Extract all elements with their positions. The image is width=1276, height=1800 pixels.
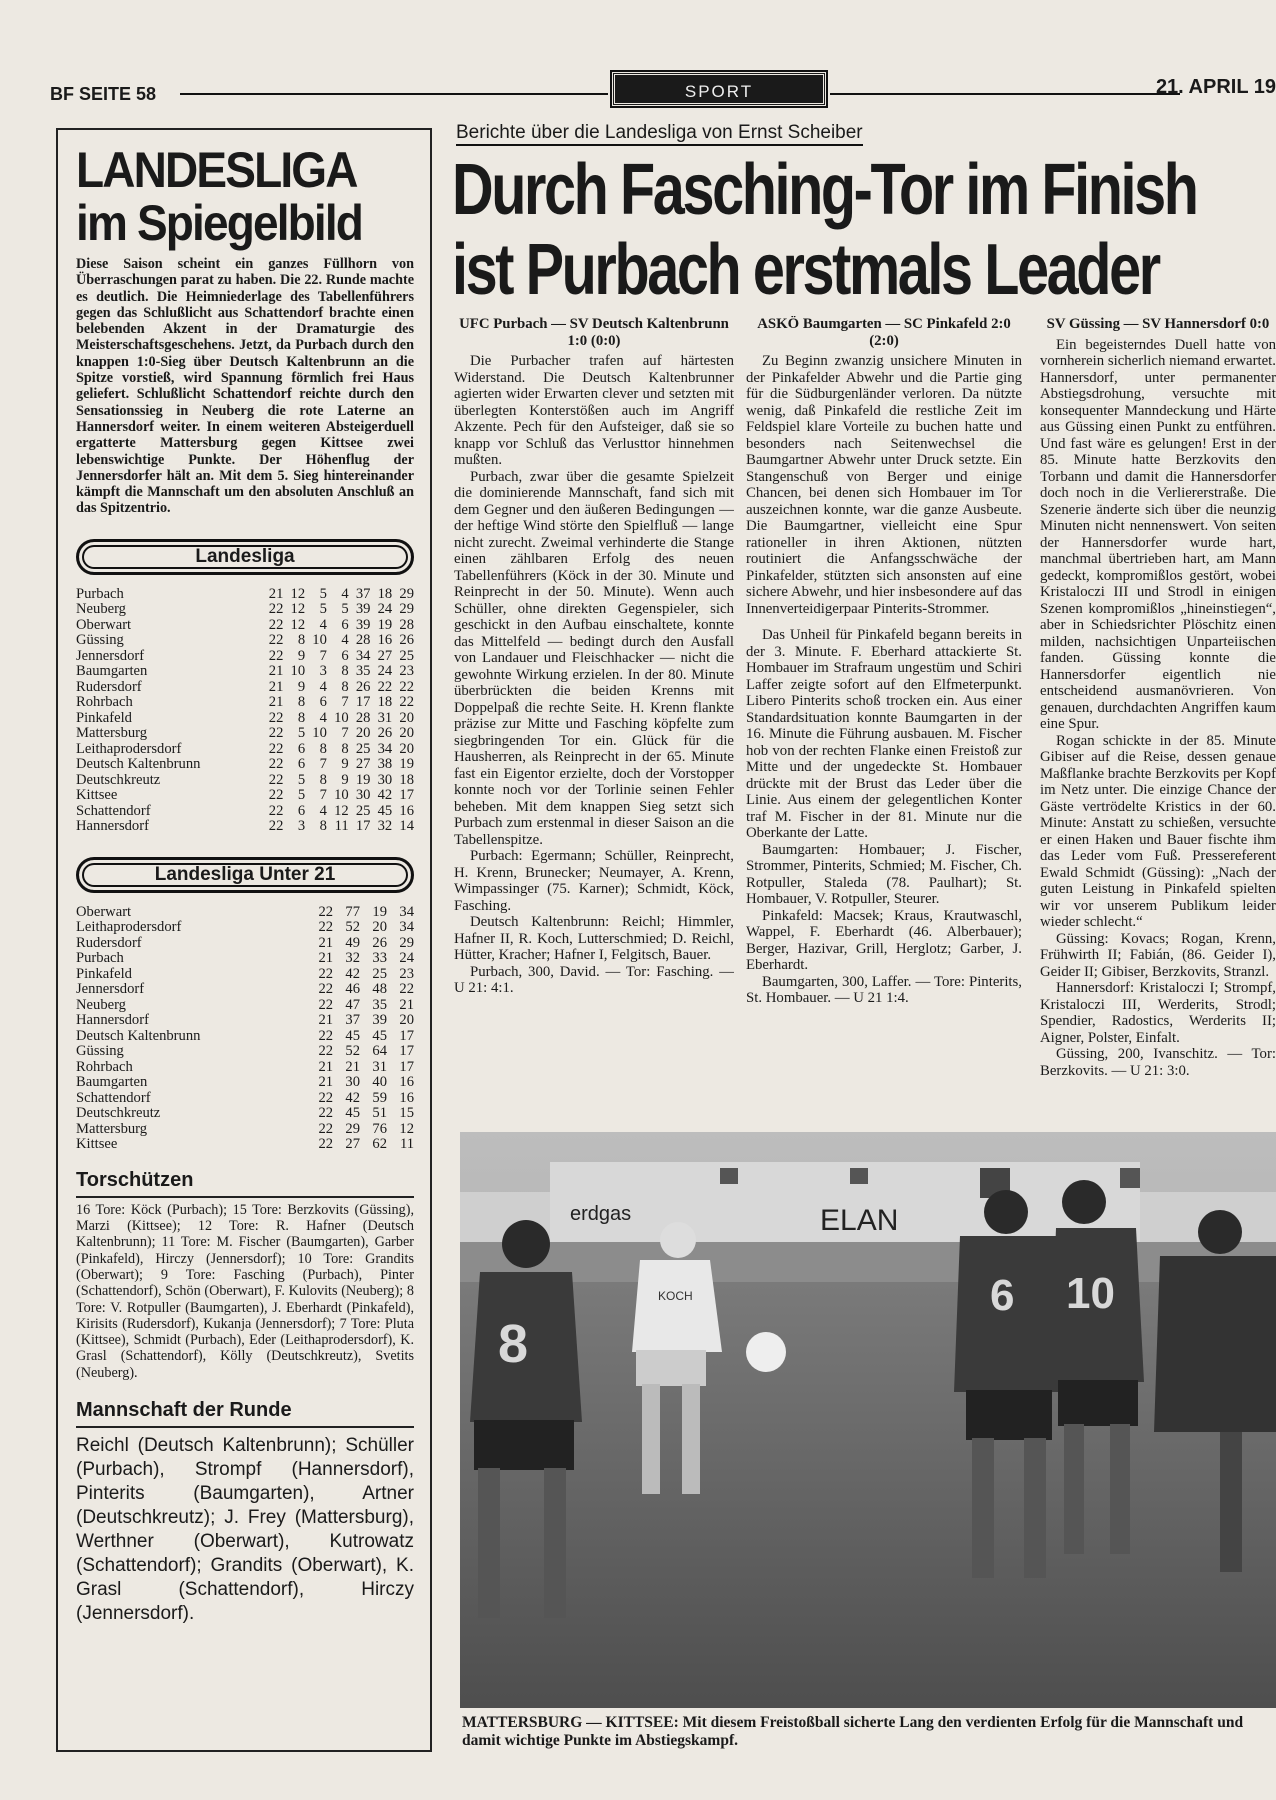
stat-cell: 42 — [345, 965, 361, 982]
stat-cell: 4 — [341, 585, 349, 602]
stat-cell: 5 — [341, 601, 349, 618]
stat-cell: 39 — [372, 1012, 387, 1029]
team-name: Mattersburg — [76, 1120, 148, 1137]
match-facts: Purbach, 300, David. — Tor: Fasching. — U 21: 4:1. — [454, 963, 734, 996]
stat-cell: 6 — [297, 756, 306, 773]
team-name: Oberwart — [76, 903, 132, 920]
table-row — [76, 1106, 414, 1122]
team-name: Güssing — [76, 1043, 124, 1060]
stat-cell: 45 — [372, 1027, 387, 1044]
stat-cell: 5 — [297, 725, 306, 742]
stat-cell: 12 — [290, 585, 306, 602]
stat-cell: 7 — [319, 756, 327, 773]
stat-cell: 22 — [268, 787, 284, 804]
team-name: Baumgarten — [76, 1074, 148, 1091]
team-name: Güssing — [76, 632, 124, 649]
lineup: Pinkafeld: Macsek; Kraus, Krautwaschl, Wappel, F. Eberhardt (46. Alberbauer); Berger, Hazivar, Grill, Herglotz; Garber, J. Eberhardt. — [746, 907, 1022, 973]
stat-cell: 32 — [345, 950, 361, 967]
team-name: Jennersdorf — [76, 981, 145, 998]
team-name: Rohrbach — [76, 694, 133, 711]
stat-cell: 48 — [372, 981, 387, 998]
team-name: Purbach — [76, 950, 124, 967]
stat-cell: 34 — [399, 919, 414, 936]
stat-cell: 12 — [334, 802, 349, 819]
stat-cell: 8 — [297, 694, 306, 711]
stat-cell: 22 — [318, 981, 334, 998]
stat-cell: 17 — [399, 1058, 414, 1075]
stat-cell: 21 — [268, 663, 284, 680]
stat-cell: 20 — [399, 709, 414, 726]
stat-cell: 8 — [319, 740, 327, 757]
stat-cell: 22 — [268, 647, 284, 664]
stat-cell: 29 — [399, 585, 414, 602]
shirt-sponsor: KOCH — [658, 1289, 693, 1303]
stat-cell: 9 — [341, 756, 349, 773]
stat-cell: 42 — [345, 1089, 361, 1106]
stat-cell: 52 — [345, 1043, 361, 1060]
stat-cell: 9 — [341, 771, 349, 788]
stat-cell: 22 — [318, 1089, 334, 1106]
stat-cell: 12 — [290, 601, 306, 618]
stat-cell: 17 — [399, 1027, 414, 1044]
stat-cell: 6 — [297, 802, 306, 819]
stat-cell: 21 — [399, 996, 414, 1013]
team-of-round-title: Mannschaft der Runde — [76, 1399, 292, 1422]
stat-cell: 4 — [319, 678, 327, 695]
stat-cell: 30 — [355, 787, 371, 804]
table-row — [76, 695, 414, 711]
stat-cell: 5 — [319, 601, 327, 618]
stat-cell: 34 — [355, 647, 371, 664]
stat-cell: 3 — [297, 818, 306, 835]
team-name: Deutschkreutz — [76, 771, 161, 788]
stat-cell: 20 — [399, 740, 414, 757]
stat-cell: 8 — [319, 818, 327, 835]
stat-cell: 24 — [377, 663, 393, 680]
stat-cell: 22 — [318, 1027, 334, 1044]
stat-cell: 24 — [399, 950, 414, 967]
lineup: Güssing: Kovacs; Rogan, Krenn, Frühwirth II; Fabián, (86. Geider I), Geider II; Gibiser, Berzkovits, Stranzl. — [1040, 930, 1276, 980]
stat-cell: 27 — [345, 1136, 361, 1153]
stat-cell: 22 — [268, 756, 284, 773]
stat-cell: 64 — [372, 1043, 387, 1060]
page-header — [50, 70, 1276, 104]
stat-cell: 45 — [377, 802, 393, 819]
table-row — [76, 618, 414, 634]
stat-cell: 62 — [372, 1136, 387, 1153]
team-name: Baumgarten — [76, 663, 148, 680]
ad-sign-elan: ELAN — [820, 1204, 899, 1237]
stat-cell: 6 — [341, 616, 349, 633]
team-name: Schattendorf — [76, 1089, 151, 1106]
paragraph: Die Purbacher trafen auf härtesten Widerstand. Die Deutsch Kaltenbrunner agierten wider Erwarten clever und setzten mit überlegten Konterstößen auch im Angriff Akzente. Pech für den Aufsteiger, daß sie so knapp vor Schluß das Verlusttor hinnehmen mußten. — [454, 353, 734, 468]
stat-cell: 10 — [334, 709, 349, 726]
stat-cell: 49 — [345, 934, 361, 951]
team-name: Rudersdorf — [76, 678, 142, 695]
team-name: Hannersdorf — [76, 1012, 149, 1029]
stat-cell: 22 — [268, 601, 284, 618]
table-row — [76, 587, 414, 603]
table-row — [76, 1029, 414, 1045]
match-photo — [460, 1132, 1276, 1708]
stat-cell: 22 — [399, 678, 414, 695]
paragraph: Das Unheil für Pinkafeld begann bereits in der 3. Minute. F. Eberhard attackierte St. Hombauer im Strafraum ungestüm und Schiri Laffer zeigte sofort auf den Elfmeterpunkt. Libero Pinterits schoß trocken ein. Aus einer Standardsituation konnte Baumgarten in der 16. Minute die Führung ausbauen. M. Fischer hob von der rechten Flanke einen Freistoß zur Mitte und der ungedeckte St. Hombauer drückte mit der Brust das Leder über die Linie. Aus einem der gelegentlichen Konter traf M. Fischer in der 81. Minute nur die Oberkante der Latte. — [746, 627, 1022, 841]
stat-cell: 21 — [318, 950, 334, 967]
table-row — [76, 1091, 414, 1107]
article-headline — [452, 150, 1276, 310]
ad-sign-erdgas: erdgas — [570, 1203, 632, 1225]
table-row — [76, 819, 414, 835]
team-name: Neuberg — [76, 996, 126, 1013]
table-row — [76, 633, 414, 649]
table-row — [76, 773, 414, 789]
lineup: Purbach: Egermann; Schüller, Reinprecht, H. Krenn, Brunecker; Neumayer, A. Krenn, Wimpassinger (75. Karner); Schmidt, Köck, Fasching. — [454, 848, 734, 914]
photo-caption: MATTERSBURG — KITTSEE: Mit diesem Freistoßball sicherte Lang den verdienten Erfolg für die Mannschaft und damit wichtige Punkte im Abstiegskampf. — [462, 1714, 1244, 1749]
article-kicker: Berichte über die Landesliga von Ernst Scheiber — [456, 122, 863, 146]
stat-cell: 22 — [318, 996, 334, 1013]
stat-cell: 45 — [345, 1105, 361, 1122]
stat-cell: 39 — [355, 601, 371, 618]
stat-cell: 31 — [372, 1058, 387, 1075]
stat-cell: 28 — [399, 616, 414, 633]
stat-cell: 8 — [341, 740, 349, 757]
table-row — [76, 1013, 414, 1029]
stat-cell: 18 — [377, 694, 393, 711]
stat-cell: 29 — [399, 934, 414, 951]
stat-cell: 19 — [355, 771, 371, 788]
stat-cell: 35 — [355, 663, 371, 680]
stat-cell: 5 — [297, 787, 306, 804]
stat-cell: 59 — [372, 1089, 387, 1106]
stat-cell: 40 — [372, 1074, 387, 1091]
stat-cell: 21 — [318, 1058, 334, 1075]
lineup: Deutsch Kaltenbrunn: Reichl; Himmler, Hafner II, R. Koch, Lutterschmied; D. Reichl, Hütter, Kracher; Hafner I, Felgitsch, Bauer. — [454, 914, 734, 963]
team-name: Rohrbach — [76, 1058, 133, 1075]
team-name: Rudersdorf — [76, 934, 142, 951]
table-row — [76, 967, 414, 983]
stat-cell: 5 — [297, 771, 306, 788]
stat-cell: 21 — [318, 1074, 334, 1091]
team-name: Pinkafeld — [76, 965, 132, 982]
stat-cell: 20 — [399, 725, 414, 742]
stat-cell: 4 — [319, 616, 327, 633]
table-row — [76, 649, 414, 665]
stat-cell: 27 — [377, 647, 393, 664]
stat-cell: 22 — [268, 632, 284, 649]
team-name: Purbach — [76, 585, 124, 602]
stat-cell: 8 — [319, 771, 327, 788]
stat-cell: 35 — [372, 996, 387, 1013]
team-name: Mattersburg — [76, 725, 148, 742]
team-name: Jennersdorf — [76, 647, 145, 664]
shirt-number: 8 — [498, 1314, 529, 1374]
team-name: Deutschkreutz — [76, 1105, 161, 1122]
stat-cell: 8 — [297, 709, 306, 726]
stat-cell: 46 — [345, 981, 361, 998]
table-row — [76, 951, 414, 967]
stat-cell: 10 — [334, 787, 349, 804]
section-label: SPORT — [612, 72, 826, 106]
paragraph: Ein begeisterndes Duell hatte von vornherein sicherlich niemand erwartet. Hannersdorf, unter permanenter Abstiegsdrohung, versuchte mit konsequenter Manndeckung und Härte aus Güssing einen Punkt zu entführen. Und fast wäre es gelungen! Erst in der 85. Minute hatte Berzkovits den Torbann und damit die Hannersdorfer doch noch in die Verliererstraße. Die Szenerie änderte sich über die neunzig Minuten nicht nennenswert. Von seiten der Hannersdorfer wurde hart, manchmal übertrieben hart, am Mann gedeckt, kompromißlos gestört, wobei Kristaloczi III und Strodl in einigen Szenen kompromißlos „hineinstiegen“, aber in Schiedsrichter Plöschitz einen milden, nachsichtigen Unparteiischen fanden. Güssing konnte die Hannersdorfer eigentlich nie entscheidend ausmanövrieren. Von genauen, durchdachten Angriffen kaum eine Spur. — [1040, 336, 1276, 732]
shirt-number: 10 — [1066, 1269, 1115, 1318]
scorers-text: 16 Tore: Köck (Purbach); 15 Tore: Berzkovits (Güssing), Marzi (Kittsee); 12 Tore: R. Hafner (Deutsch Kaltenbrunn); 11 Tore: M. Fischer (Baumgarten), Garber (Pinkafeld), Hirczy (Jennersdorf); 10 Tore: Grandits (Oberwart); 9 Tore: Fasching (Purbach), Pinter (Schattendorf), Schön (Oberwart), F. Kulovits (Neuberg); 8 Tore: V. Rotpuller (Baumgarten), J. Eberhardt (Pinkafeld), Kirisits (Rudersdorf), Kukanja (Jennersdorf); 7 Tore: Pluta (Kittsee), Schmidt (Purbach), Eder (Leithaprodersdorf), K. Grasl (Schattendorf), Kölly (Deutschkreutz), Svetits (Neuberg). — [76, 1196, 414, 1381]
team-name: Hannersdorf — [76, 818, 149, 835]
stat-cell: 22 — [318, 1105, 334, 1122]
table-title-landesliga: Landesliga — [76, 539, 414, 575]
table-row — [76, 1075, 414, 1091]
sidebar-subtitle: im Spiegelbild — [76, 195, 363, 251]
table-row — [76, 1060, 414, 1076]
table-row — [76, 726, 414, 742]
report-column-1 — [454, 316, 734, 1108]
stat-cell: 14 — [399, 818, 414, 835]
stat-cell: 25 — [372, 965, 387, 982]
stat-cell: 25 — [355, 740, 371, 757]
stat-cell: 29 — [345, 1120, 361, 1137]
page-number: BF SEITE 58 — [50, 84, 157, 104]
stat-cell: 7 — [319, 647, 327, 664]
stat-cell: 34 — [399, 903, 414, 920]
stat-cell: 26 — [355, 678, 371, 695]
stat-cell: 22 — [268, 709, 284, 726]
stat-cell: 18 — [377, 585, 393, 602]
stat-cell: 19 — [399, 756, 414, 773]
team-name: Kittsee — [76, 1136, 118, 1153]
headline-line-2: ist Purbach erstmals Leader — [452, 230, 1159, 310]
match-facts: Baumgarten, 300, Laffer. — Tore: Pinterits, St. Hombauer. — U 21 1:4. — [746, 973, 1022, 1006]
stat-cell: 45 — [345, 1027, 361, 1044]
table-title-u21: Landesliga Unter 21 — [76, 857, 414, 893]
table-row — [76, 742, 414, 758]
paragraph: Rogan schickte in der 85. Minute Gibiser auf die Reise, dessen genaue Maßflanke brachte Berzkovits per Kopf im Netz unter. Die einzige Chance der Gäste vertrödelte Kristics in der 60. Minute: Anstatt zu schießen, versuchte er einen Haken und Bauer fischte ihm das Leder vom Fuß. Pressereferent Ewald Schmidt (Güssing): „Nach der guten Leistung in Pinkafeld spielten wir vor unserem Publikum leider wieder schlecht.“ — [1040, 732, 1276, 930]
stat-cell: 26 — [372, 934, 387, 951]
team-name: Leithaprodersdorf — [76, 919, 182, 936]
stat-cell: 9 — [297, 647, 306, 664]
stat-cell: 27 — [355, 756, 371, 773]
stat-cell: 51 — [372, 1105, 387, 1122]
stat-cell: 10 — [312, 632, 327, 649]
scorers-title: Torschützen — [76, 1168, 194, 1191]
stat-cell: 25 — [355, 802, 371, 819]
stat-cell: 22 — [268, 725, 284, 742]
stat-cell: 17 — [355, 694, 371, 711]
stat-cell: 42 — [377, 787, 393, 804]
header-rule-right — [830, 93, 1180, 95]
table-row — [76, 664, 414, 680]
stat-cell: 12 — [290, 616, 306, 633]
table-row — [76, 788, 414, 804]
stat-cell: 28 — [355, 632, 371, 649]
stat-cell: 47 — [345, 996, 361, 1013]
stat-cell: 22 — [268, 616, 284, 633]
stat-cell: 28 — [355, 709, 371, 726]
table-row — [76, 1137, 414, 1153]
stat-cell: 22 — [268, 802, 284, 819]
table-row — [76, 1044, 414, 1060]
stat-cell: 39 — [355, 616, 371, 633]
stat-cell: 77 — [345, 903, 361, 920]
stat-cell: 30 — [377, 771, 393, 788]
shirt-number: 6 — [990, 1271, 1015, 1320]
u21-standings-table — [76, 905, 414, 1153]
stat-cell: 3 — [319, 663, 327, 680]
paragraph: Purbach, zwar über die gesamte Spielzeit die dominierende Mannschaft, fand sich mit dem Gegner und den äußeren Bedingungen — der heftige Wind störte den Spielfluß — lange nicht zurecht. Zweimal verhinderte die Stange einen zählbaren Erfolg des neuen Tabellenführers (Köck in der 30. Minute und Reinprecht in der 50. Minute). Wenn auch Schüller, ohne direkten Gegenspieler, sich geschickt in den Aufbau einschaltete, konnte das Mittelfeld — bedingt durch den Ausfall von Landauer und Fleischhacker — nicht die gewohnte Wirkung erzielen. In der 80. Minute überbrückten die beiden Krenns mit Doppelpaß die rechte Seite. H. Krenn flankte präzise zur Mitte und Fasching köpfelte zum siegbringenden Tor ein. Glück für die Hausherren, als Reinprecht in der 65. Minute fast ein Eigentor erzielte, doch der Vorstopper konnte noch vor der Torlinie seinen Fehler beheben. Mit dem knappen Sieg setzt sich Purbach zum erstenmal in dieser Saison an die Tabellenspitze. — [454, 468, 734, 848]
stat-cell: 33 — [372, 950, 387, 967]
stat-cell: 19 — [377, 616, 393, 633]
table-row — [76, 757, 414, 773]
stat-cell: 22 — [318, 1043, 334, 1060]
team-name: Neuberg — [76, 601, 126, 618]
stat-cell: 22 — [268, 818, 284, 835]
stat-cell: 24 — [377, 601, 393, 618]
sidebar-title: LANDESLIGA — [76, 142, 357, 198]
match-heading: ASKÖ Baumgarten — SC Pinkafeld 2:0 (2:0) — [757, 316, 1011, 349]
stat-cell: 21 — [268, 678, 284, 695]
team-name: Deutsch Kaltenbrunn — [76, 756, 201, 773]
stat-cell: 4 — [341, 632, 349, 649]
team-name: Leithaprodersdorf — [76, 740, 182, 757]
stat-cell: 8 — [297, 632, 306, 649]
stat-cell: 5 — [319, 585, 327, 602]
table-row — [76, 1122, 414, 1138]
standings-table — [76, 587, 414, 835]
stat-cell: 25 — [399, 647, 414, 664]
stat-cell: 6 — [297, 740, 306, 757]
table-row — [76, 936, 414, 952]
stat-cell: 16 — [399, 802, 414, 819]
team-name: Schattendorf — [76, 802, 151, 819]
stat-cell: 9 — [297, 678, 306, 695]
stat-cell: 30 — [345, 1074, 361, 1091]
stat-cell: 22 — [318, 965, 334, 982]
stat-cell: 23 — [399, 663, 414, 680]
stat-cell: 8 — [341, 663, 349, 680]
stat-cell: 16 — [399, 1074, 414, 1091]
headline-line-1: Durch Fasching-Tor im Finish — [452, 150, 1197, 230]
lineup: Hannersdorf: Kristaloczi I; Strompf, Kristaloczi III, Werderits, Strodl; Spendier, Radostics, Werderits II; Aigner, Polster, Einfalt. — [1040, 980, 1276, 1046]
paragraph: Zu Beginn zwanzig unsichere Minuten in der Pinkafelder Abwehr und die Partie ging für die Südburgenländer verloren. Da nützte wenig, daß Pinkafeld die restliche Zeit im Feldspiel klare Vorteile zu buchen hatte und besonders nach Seitenwechsel die Baumgartner Abwehr unter Druck setzte. Ein Stangenschuß von Berger und einige Chancen, bei denen sich Hombauer im Tor auszeichnen konnte, war die ganze Ausbeute. Die Baumgartner, vielleicht eine Spur rationeller in ihren Aktionen, nützten routiniert die Anfangsschwäche der Pinkafelder, stützten sich ansonsten auf eine sichere Abwehr, und hier insbesondere auf das Innenverteidigerpaar Pinterits-Strommer. — [746, 353, 1022, 617]
stat-cell: 22 — [318, 1120, 334, 1137]
stat-cell: 26 — [399, 632, 414, 649]
stat-cell: 76 — [372, 1120, 387, 1137]
stat-cell: 7 — [341, 725, 349, 742]
stat-cell: 17 — [399, 787, 414, 804]
stat-cell: 21 — [318, 934, 334, 951]
stat-cell: 22 — [318, 919, 334, 936]
header-rule-left — [180, 93, 608, 95]
stat-cell: 11 — [334, 818, 349, 835]
stat-cell: 10 — [290, 663, 306, 680]
stat-cell: 20 — [372, 919, 387, 936]
table-row — [76, 602, 414, 618]
stat-cell: 10 — [312, 725, 327, 742]
stat-cell: 22 — [268, 740, 284, 757]
table-row — [76, 680, 414, 696]
stat-cell: 37 — [345, 1012, 361, 1029]
team-of-round-text: Reichl (Deutsch Kaltenbrunn); Schüller (Purbach), Strompf (Hannersdorf), Pinterits (Baumgarten), Artner (Deutschkreutz); J. Frey (Mattersburg), Werthner (Oberwart), Kutrowatz (Schattendorf); Grandits (Oberwart), K. Grasl (Schattendorf), Hirczy (Jennersdorf). — [76, 1426, 414, 1626]
stat-cell: 52 — [345, 919, 361, 936]
stat-cell: 38 — [377, 756, 393, 773]
stat-cell: 12 — [399, 1120, 414, 1137]
stat-cell: 11 — [399, 1136, 414, 1153]
table-row — [76, 905, 414, 921]
team-name: Deutsch Kaltenbrunn — [76, 1027, 201, 1044]
stat-cell: 7 — [341, 694, 349, 711]
stat-cell: 22 — [318, 903, 334, 920]
stat-cell: 22 — [399, 981, 414, 998]
stat-cell: 32 — [377, 818, 393, 835]
stat-cell: 22 — [318, 1136, 334, 1153]
stat-cell: 23 — [399, 965, 414, 982]
stat-cell: 6 — [341, 647, 349, 664]
stat-cell: 4 — [319, 709, 327, 726]
stat-cell: 29 — [399, 601, 414, 618]
team-name: Oberwart — [76, 616, 132, 633]
match-facts: Güssing, 200, Ivanschitz. — Tor: Berzkovits. — U 21: 3:0. — [1040, 1046, 1276, 1079]
team-name: Kittsee — [76, 787, 118, 804]
table-row — [76, 920, 414, 936]
stat-cell: 4 — [319, 802, 327, 819]
stat-cell: 8 — [341, 678, 349, 695]
stat-cell: 16 — [377, 632, 393, 649]
stat-cell: 34 — [377, 740, 393, 757]
stat-cell: 26 — [377, 725, 393, 742]
match-heading: UFC Purbach — SV Deutsch Kaltenbrunn 1:0 (0:0) — [459, 316, 729, 349]
stat-cell: 7 — [319, 787, 327, 804]
table-row — [76, 711, 414, 727]
stat-cell: 19 — [372, 903, 387, 920]
stat-cell: 21 — [268, 585, 284, 602]
ball — [746, 1332, 786, 1372]
stat-cell: 15 — [399, 1105, 414, 1122]
stat-cell: 37 — [355, 585, 371, 602]
stat-cell: 22 — [377, 678, 393, 695]
stat-cell: 31 — [377, 709, 393, 726]
landesliga-sidebar — [56, 128, 432, 1752]
report-column-3 — [1040, 316, 1276, 1108]
report-column-2 — [746, 316, 1022, 1108]
team-name: Pinkafeld — [76, 709, 132, 726]
table-row — [76, 982, 414, 998]
stat-cell: 21 — [318, 1012, 334, 1029]
table-row — [76, 998, 414, 1014]
stat-cell: 21 — [268, 694, 284, 711]
issue-date: 21. APRIL 19 — [1155, 76, 1276, 98]
stat-cell: 21 — [345, 1058, 361, 1075]
lineup: Baumgarten: Hombauer; J. Fischer, Strommer, Pinterits, Schmied; M. Fischer, Ch. Rotpuller, Staleda (78. Paulhart); St. Hombauer, V. Rotpuller, Steurer. — [746, 841, 1022, 907]
stat-cell: 22 — [399, 694, 414, 711]
match-heading: SV Güssing — SV Hannersdorf 0:0 — [1046, 316, 1270, 332]
stat-cell: 22 — [268, 771, 284, 788]
stat-cell: 6 — [319, 694, 327, 711]
stat-cell: 17 — [355, 818, 371, 835]
stat-cell: 20 — [399, 1012, 414, 1029]
stat-cell: 20 — [355, 725, 371, 742]
stat-cell: 18 — [399, 771, 414, 788]
stat-cell: 16 — [399, 1089, 414, 1106]
table-row — [76, 804, 414, 820]
stat-cell: 17 — [399, 1043, 414, 1060]
sidebar-intro: Diese Saison scheint ein ganzes Füllhorn von Überraschungen parat zu haben. Die 22. Runde machte es deutlich. Die Heimniederlage des Tabellenführers gegen das Schlußlicht aus Schattendorf brachte einen belebenden Akzent in der Dramaturgie des Meisterschaftsgeschehens. Jetzt, da Purbach durch den knappen 1:0-Sieg über Deutsch Kaltenbrunn an die Spitze vorstieß, wird Spannung förmlich frei Haus geliefert. Schlußlicht Schattendorf reichte durch den Sensationssieg in Neuberg die rote Laterne an Hannersdorf weiter. In einem weiteren Absteigerduell ergatterte Mattersburg gegen Kittsee zwei lebenswichtige Punkte. Der Höhenflug der Jennersdorfer hält an. Mit dem 5. Sieg hintereinander kämpft die Mannschaft um den absoluten Anschluß an das Spitzentrio. — [76, 256, 414, 517]
photo-illustration — [460, 1132, 1276, 1708]
